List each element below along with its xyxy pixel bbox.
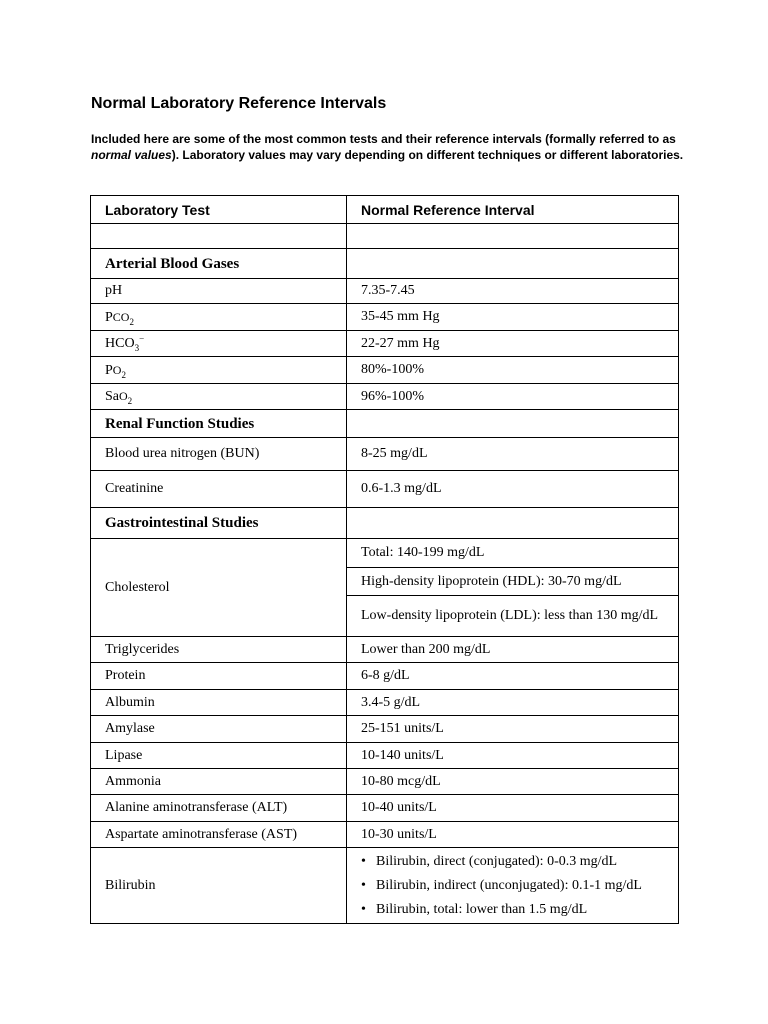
test-name: $PCO_2$ [91,304,347,331]
intro-text-1: Included here are some of the most common tests and their reference intervals (formally referred to as [91,132,676,146]
blank-row [91,224,679,249]
test-name: Cholesterol [91,539,347,637]
table-row [91,637,679,663]
test-value: 22-27 mm Hg [347,331,679,357]
table-row [91,331,679,357]
section-title: Renal Function Studies [91,410,347,438]
list-item: • Bilirubin, total: lower than 1.5 mg/dL [361,898,678,922]
test-name: Amylase [91,716,347,743]
table-header-row [91,196,679,224]
section-row-gi [91,508,679,539]
table-row [91,304,679,331]
test-value: 10-30 units/L [347,822,679,848]
test-value: Total: 140-199 mg/dL [347,539,679,568]
test-value: 10-40 units/L [347,795,679,822]
test-value: 10-140 units/L [347,743,679,769]
table-row [91,279,679,304]
table-row [91,822,679,848]
table-row [91,357,679,384]
section-title: Gastrointestinal Studies [91,508,347,539]
test-name: Lipase [91,743,347,769]
table-row [91,795,679,822]
test-value: Lower than 200 mg/dL [347,637,679,663]
table-row [91,384,679,410]
test-name: Triglycerides [91,637,347,663]
test-name: Bilirubin [91,848,347,924]
list-item: • Bilirubin, indirect (unconjugated): 0.1-1 mg/dL [361,874,678,898]
table-row [91,663,679,690]
test-value: 3.4-5 g/dL [347,690,679,716]
test-name: Blood urea nitrogen (BUN) [91,438,347,471]
table-row [91,539,679,568]
intro-text-2: ). Laboratory values may vary depending on different techniques or different laboratories. [171,148,684,162]
section-row-abg [91,249,679,279]
test-value: 6-8 g/dL [347,663,679,690]
test-value: 0.6-1.3 mg/dL [347,471,679,508]
test-value: 80%-100% [347,357,679,384]
test-value: 8-25 mg/dL [347,438,679,471]
table-row [91,743,679,769]
test-name: $PO_2$ [91,357,347,384]
bilirubin-values [347,848,679,924]
test-value: High-density lipoprotein (HDL): 30-70 mg/dL [347,568,679,596]
table-row [91,769,679,795]
test-value: 96%-100% [347,384,679,410]
test-name: Creatinine [91,471,347,508]
table-row [91,438,679,471]
reference-table [90,195,679,924]
bilirubin-list [347,850,678,922]
test-name: pH [91,279,347,304]
section-row-renal [91,410,679,438]
list-item: • Bilirubin, direct (conjugated): 0-0.3 mg/dL [361,850,678,874]
test-value: 35-45 mm Hg [347,304,679,331]
test-name: Protein [91,663,347,690]
intro-emphasis: normal values [91,148,172,162]
test-name: Alanine aminotransferase (ALT) [91,795,347,822]
test-name: Albumin [91,690,347,716]
page-title: Normal Laboratory Reference Intervals [91,95,387,112]
section-title: Arterial Blood Gases [91,249,347,279]
test-value: 10-80 mcg/dL [347,769,679,795]
intro-paragraph [91,131,691,163]
table-row [91,716,679,743]
table-row [91,690,679,716]
test-value: 7.35-7.45 [347,279,679,304]
header-interval: Normal Reference Interval [347,196,679,224]
test-value: 25-151 units/L [347,716,679,743]
table-row [91,471,679,508]
test-name: $HCO_3^-$ [91,331,347,357]
test-name: Ammonia [91,769,347,795]
header-test: Laboratory Test [91,196,347,224]
test-name: Aspartate aminotransferase (AST) [91,822,347,848]
table-row [91,848,679,924]
test-value: Low-density lipoprotein (LDL): less than 130 mg/dL [347,596,679,637]
test-name: SaO$_2$ [91,384,347,410]
